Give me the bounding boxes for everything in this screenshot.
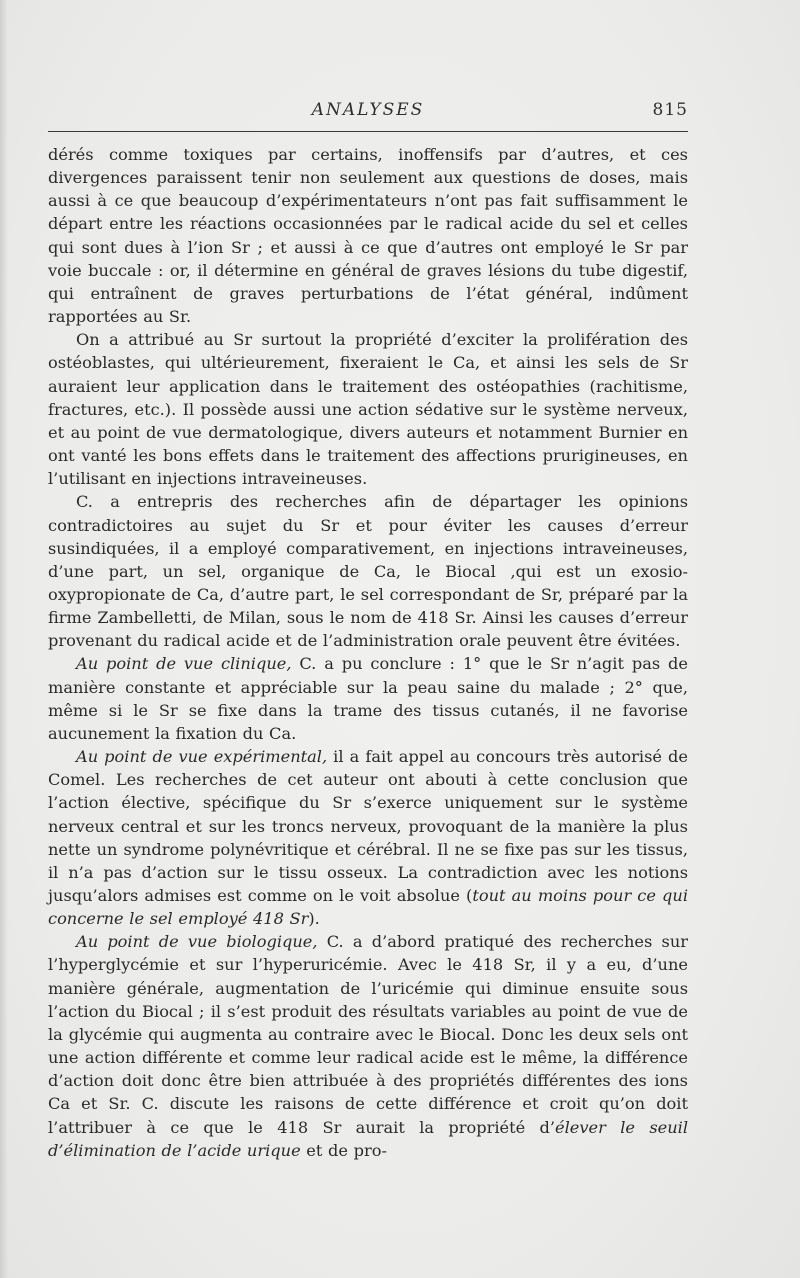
paragraph-text: et de pro- [300, 1140, 387, 1160]
paragraph-text: ). [308, 909, 320, 929]
page-spine-shadow [0, 0, 8, 1278]
paragraph [48, 930, 688, 1162]
paragraph-text: C. a entrepris des recherches afin de départager les opinions contradictoires au sujet du Sr et pour éviter les causes d’erreur susindiquées, il a employé comparativement, en injections intraveineuses, d’une part, un sel, organique de Ca, le Biocal ,qui est un exosio-oxypropionate de Ca, d’autre part, le sel correspondant de Sr, préparé par la firme Zambelletti, de Milan, sous le nom de 418 Sr. Ainsi les causes d’erreur provenant du radical acide et de l’administration orale peuvent être évitées. [48, 492, 688, 651]
paragraph-text: dérés comme toxiques par certains, inoffensifs par d’autres, et ces divergences paraissent tenir non seulement aux questions de doses, mais aussi à ce que beaucoup d’expérimentateurs n’ont pas fait suffisamment le départ entre les réactions occasionnées par le radical acide du sel et celles qui sont dues à l’ion Sr ; et aussi à ce que d’autres ont employé le Sr par voie buccale : or, il détermine en général de graves lésions du tube digestif, qui entraînent de graves perturbations de l’état général, indûment rapportées au Sr. [48, 145, 688, 327]
paragraph-text: On a attribué au Sr surtout la propriété d’exciter la prolifération des ostéoblastes, qui ultérieurement, fixeraient le Ca, et ainsi les sels de Sr auraient leur application dans le traitement des ostéopathies (rachitisme, fractures, etc.). Il possède aussi une action sédative sur le système nerveux, et au point de vue dermatologique, divers auteurs et notamment Burnier en ont vanté les bons effets dans le traitement des affections prurigineuses, en l’utilisant en injections intraveineuses. [48, 330, 688, 489]
paragraph [48, 490, 688, 652]
paragraph [48, 652, 688, 745]
section-lead-experimental: Au point de vue expérimental, [76, 747, 328, 767]
running-title: ANALYSES [311, 100, 425, 120]
paragraph-text: il a fait appel au concours très autorisé de Comel. Les recherches de cet auteur ont abouti à cette conclusion que l’action élective, spécifique du Sr s’exerce uniquement sur le système nerveux central et sur les troncs nerveux, provoquant de la manière la plus nette un syndrome polynévritique et cérébral. Il ne se fixe pas sur les tissus, il n’a pas d’action sur le tissu osseux. La contradiction avec les notions jusqu’alors admises est comme on le voit absolue ( [48, 747, 688, 905]
running-header [48, 94, 688, 124]
paragraph-text: C. a d’abord pratiqué des recherches sur l’hyperglycémie et sur l’hyperuricémie. Avec le 418 Sr, il y a eu, d’une manière générale, augmentation de l’uricémie qui diminue ensuite sous l’action du Biocal ; il s’est produit des résultats variables au point de vue de la glycémie qui augmenta au contraire avec le Biocal. Donc les deux sels ont une action différente et comme leur radical acide est le même, la différence d’action doit donc être bien attribuée à des propriétés différentes des ions Ca et Sr. C. discute les raisons de cette différence et croit qu’on doit l’attribuer à ce que le 418 Sr aurait la propriété d’ [48, 932, 688, 1137]
section-lead-clinical: Au point de vue clinique, [76, 654, 292, 674]
paragraph [48, 143, 688, 328]
italic-aside: tout au moins pour ce qui concerne le sel employé 418 Sr [48, 886, 689, 929]
paragraph-text: C. a pu conclure : 1° que le Sr n’agit pas de manière constante et appréciable sur la peau saine du malade ; 2° que, même si le Sr se fixe dans la trame des tissus cutanés, il ne favorise aucunement la fixation du Ca. [48, 654, 688, 743]
paragraph [48, 328, 688, 490]
paragraph [48, 745, 688, 930]
header-rule [48, 131, 688, 132]
page-number: 815 [652, 100, 688, 120]
article-body [48, 143, 688, 1162]
italic-emphasis: élever le seuil d’élimination de l’acide urique [48, 1117, 688, 1160]
section-lead-biological: Au point de vue biologique, [76, 932, 318, 952]
